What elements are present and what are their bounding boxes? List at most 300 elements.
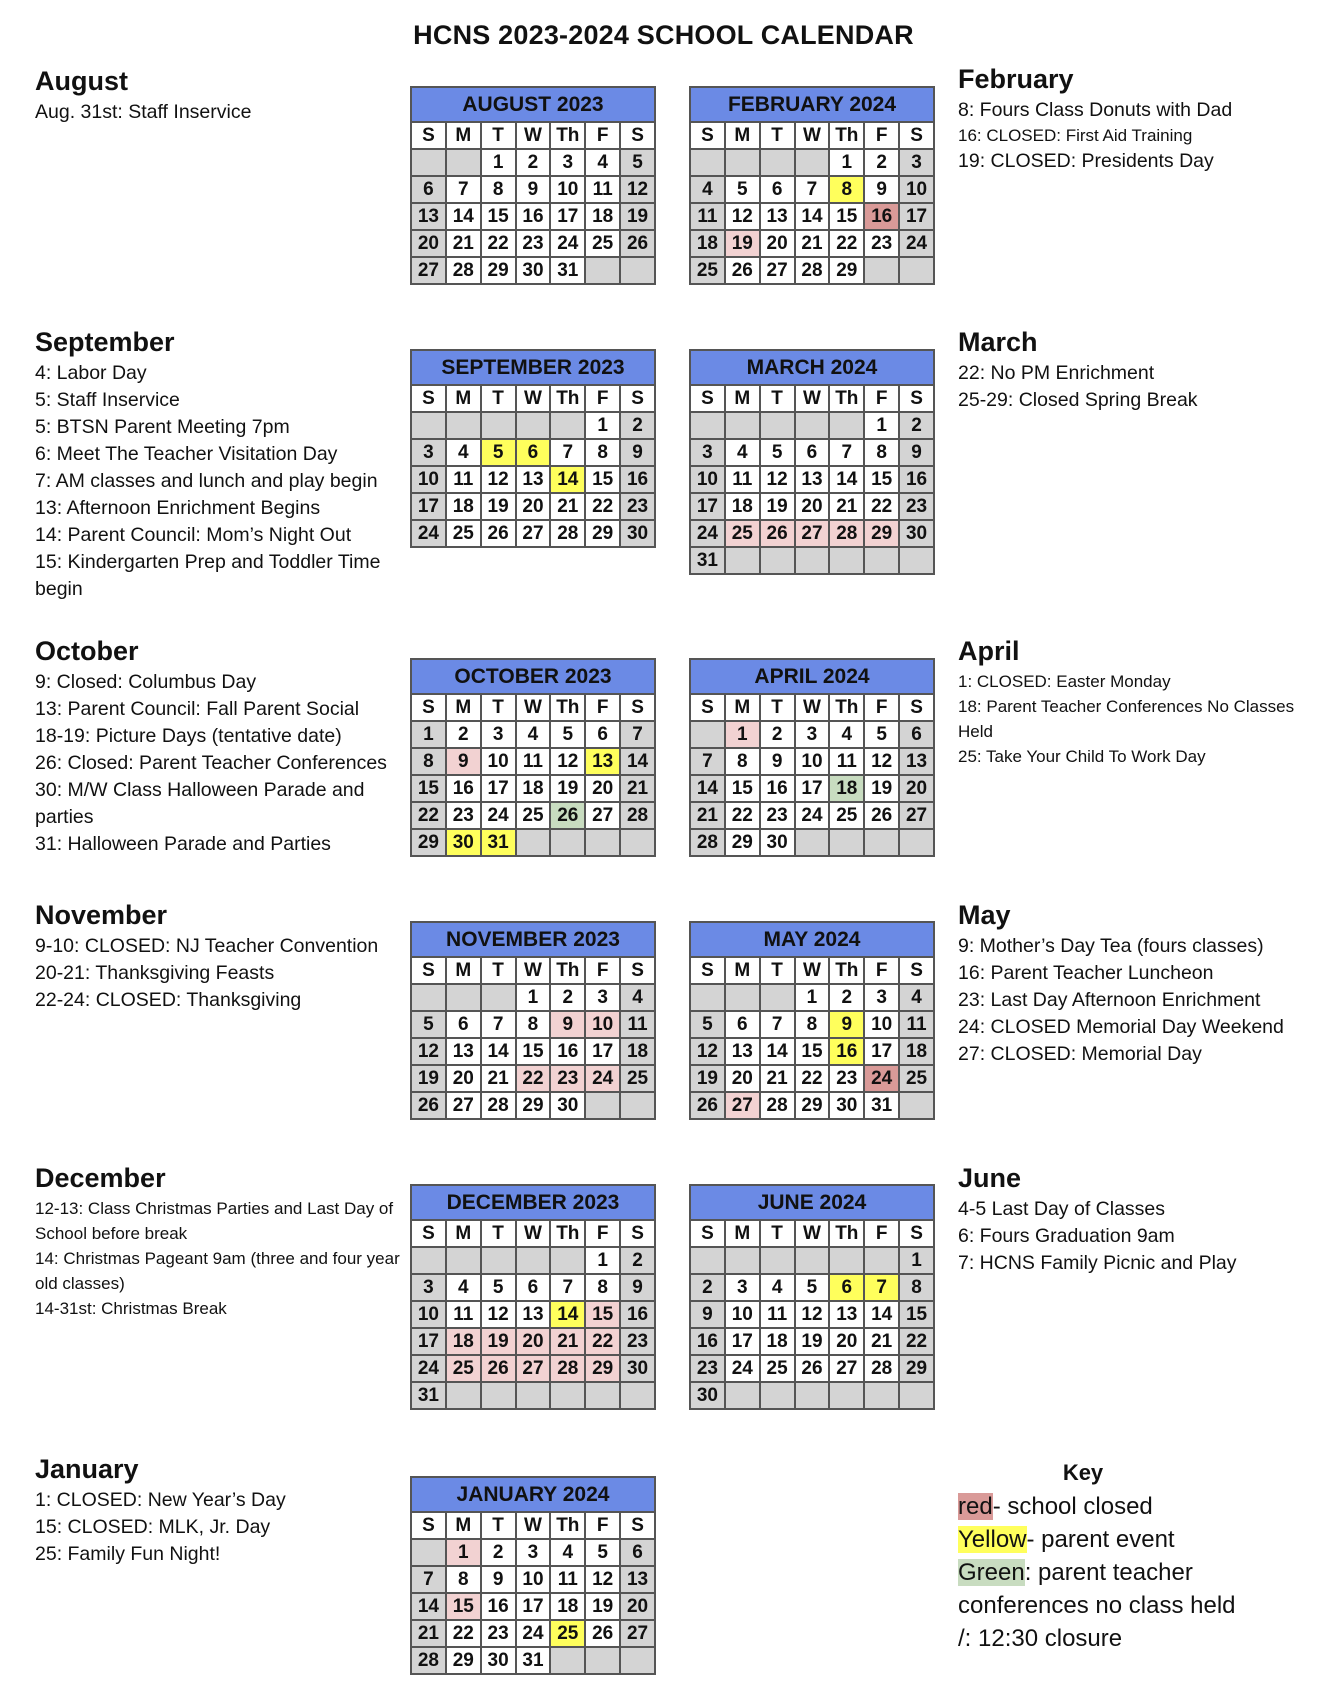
weekday-label: W: [516, 385, 551, 412]
calendar-day: 28: [690, 829, 725, 856]
calendar-day: 17: [690, 493, 725, 520]
calendar-day: [899, 1382, 934, 1409]
calendar-week: [690, 439, 934, 466]
legend-yellow: Yellow- parent event: [958, 1526, 1175, 1553]
calendar-week: [690, 1328, 934, 1355]
note-line: 7: HCNS Family Picnic and Play: [958, 1252, 1237, 1274]
calendar-week: [411, 748, 655, 775]
weekday-label: M: [446, 1220, 481, 1247]
calendar-title: JANUARY 2024: [411, 1477, 655, 1512]
calendar-mar-2024: [689, 349, 935, 575]
note-line: 13: Parent Council: Fall Parent Social: [35, 698, 360, 720]
calendar-week: [690, 466, 934, 493]
calendar-day: 12: [481, 1301, 516, 1328]
calendar-day: [864, 547, 899, 574]
calendar-day: 2: [481, 1539, 516, 1566]
calendar-day: 28: [760, 1092, 795, 1119]
calendar-day: 25: [550, 1620, 585, 1647]
calendar-week: [411, 721, 655, 748]
calendar-day: [795, 412, 830, 439]
calendar-day: 28: [864, 1355, 899, 1382]
calendar-day: 20: [899, 775, 934, 802]
calendar-day: 4: [516, 721, 551, 748]
calendar-week: [690, 1247, 934, 1274]
calendar-day: 25: [725, 520, 760, 547]
calendar-day: [550, 1647, 585, 1674]
calendar-day: 27: [446, 1092, 481, 1119]
calendar-day: 3: [725, 1274, 760, 1301]
calendar-day: 18: [829, 775, 864, 802]
calendar-day: [585, 1092, 620, 1119]
weekday-label: S: [690, 694, 725, 721]
note-line: 14: Christmas Pageant 9am (three and four year old classes): [35, 1249, 400, 1293]
calendar-day: [446, 1247, 481, 1274]
calendar-day: 13: [585, 748, 620, 775]
note-line: 22-24: CLOSED: Thanksgiving: [35, 989, 302, 1011]
calendar-jun-2024: [689, 1184, 935, 1410]
calendar-day: 28: [550, 520, 585, 547]
calendar-week: [690, 1092, 934, 1119]
calendar-day: 23: [516, 230, 551, 257]
notes-heading: June: [958, 1163, 1022, 1193]
weekday-label: S: [411, 957, 446, 984]
weekday-label: W: [516, 1220, 551, 1247]
weekday-label: S: [899, 122, 934, 149]
calendar-day: 30: [760, 829, 795, 856]
calendar-day: 4: [446, 439, 481, 466]
calendar-day: 31: [550, 257, 585, 284]
calendar-week: [690, 721, 934, 748]
calendar-week: [411, 257, 655, 284]
calendar-day: 22: [516, 1065, 551, 1092]
calendar-day: 6: [725, 1011, 760, 1038]
calendar-week: [411, 149, 655, 176]
calendar-day: 6: [899, 721, 934, 748]
calendar-day: 7: [550, 1274, 585, 1301]
calendar-day: 20: [446, 1065, 481, 1092]
calendar-day: 18: [620, 1038, 655, 1065]
calendar-day: 6: [585, 721, 620, 748]
calendar-day: 26: [760, 520, 795, 547]
calendar-day: [829, 412, 864, 439]
calendar-week: [411, 802, 655, 829]
calendar-week: [690, 149, 934, 176]
calendar-day: 22: [829, 230, 864, 257]
calendar-day: 14: [690, 775, 725, 802]
calendar-day: 22: [585, 493, 620, 520]
calendar-day: [829, 1247, 864, 1274]
calendar-day: 23: [829, 1065, 864, 1092]
calendar-day: 16: [481, 1593, 516, 1620]
calendar-day: 12: [481, 466, 516, 493]
calendar-day: 19: [585, 1593, 620, 1620]
calendar-day: [725, 412, 760, 439]
calendar-week: [411, 493, 655, 520]
calendar-day: 3: [550, 149, 585, 176]
calendar-day: 9: [620, 1274, 655, 1301]
calendar-day: 9: [899, 439, 934, 466]
calendar-day: 28: [795, 257, 830, 284]
calendar-day: 12: [585, 1566, 620, 1593]
calendar-week: [690, 1355, 934, 1382]
calendar-day: [795, 1382, 830, 1409]
calendar-week: [411, 412, 655, 439]
calendar-day: 18: [585, 203, 620, 230]
calendar-day: 24: [795, 802, 830, 829]
calendar-day: 27: [829, 1355, 864, 1382]
calendar-week: [690, 203, 934, 230]
calendar-week: [411, 439, 655, 466]
calendar-day: 31: [864, 1092, 899, 1119]
weekday-label: T: [760, 385, 795, 412]
calendar-day: 9: [690, 1301, 725, 1328]
note-line: 25-29: Closed Spring Break: [958, 389, 1198, 411]
note-line: 13: Afternoon Enrichment Begins: [35, 497, 321, 519]
notes-sep: [35, 327, 400, 603]
note-line: 27: CLOSED: Memorial Day: [958, 1043, 1202, 1065]
calendar-day: [829, 1382, 864, 1409]
weekday-label: W: [516, 122, 551, 149]
calendar-day: 21: [446, 230, 481, 257]
note-line: 20-21: Thanksgiving Feasts: [35, 962, 275, 984]
calendar-day: 27: [760, 257, 795, 284]
calendar-day: 10: [725, 1301, 760, 1328]
calendar-day: 30: [516, 257, 551, 284]
calendar-day: [690, 721, 725, 748]
calendar-day: 7: [446, 176, 481, 203]
calendar-day: 16: [899, 466, 934, 493]
calendar-day: 13: [620, 1566, 655, 1593]
calendar-title: SEPTEMBER 2023: [411, 350, 655, 385]
calendar-day: 11: [446, 1301, 481, 1328]
notes-jan: [35, 1454, 400, 1568]
calendar-day: 14: [620, 748, 655, 775]
calendar-day: 3: [411, 439, 446, 466]
calendar-day: 7: [481, 1011, 516, 1038]
calendar-day: [550, 1382, 585, 1409]
calendar-day: [725, 149, 760, 176]
weekday-label: W: [795, 385, 830, 412]
weekday-label: S: [690, 1220, 725, 1247]
calendar-day: [690, 984, 725, 1011]
notes-nov: [35, 900, 400, 1014]
calendar-week: [690, 230, 934, 257]
weekday-label: W: [795, 122, 830, 149]
weekday-label: F: [585, 694, 620, 721]
note-line: 16: Parent Teacher Luncheon: [958, 962, 1214, 984]
weekday-label: F: [585, 957, 620, 984]
weekday-label: S: [620, 694, 655, 721]
weekday-label: Th: [829, 694, 864, 721]
calendar-day: 28: [411, 1647, 446, 1674]
calendar-day: 5: [760, 439, 795, 466]
calendar-day: 3: [864, 984, 899, 1011]
notes-aug: [35, 66, 400, 126]
calendar-day: 6: [829, 1274, 864, 1301]
calendar-day: 5: [550, 721, 585, 748]
calendar-day: [864, 1247, 899, 1274]
weekday-label: S: [899, 1220, 934, 1247]
calendar-day: 5: [725, 176, 760, 203]
calendar-day: 8: [446, 1566, 481, 1593]
calendar-day: 29: [829, 257, 864, 284]
weekday-label: F: [585, 122, 620, 149]
calendar-day: 9: [760, 748, 795, 775]
calendar-day: 21: [620, 775, 655, 802]
calendar-day: [725, 547, 760, 574]
calendar-day: [620, 1382, 655, 1409]
weekday-label: F: [864, 1220, 899, 1247]
weekday-label: S: [690, 385, 725, 412]
calendar-day: 17: [864, 1038, 899, 1065]
calendar-day: [516, 1247, 551, 1274]
calendar-day: 3: [411, 1274, 446, 1301]
weekday-label: S: [690, 122, 725, 149]
calendar-day: 13: [516, 466, 551, 493]
calendar-week: [690, 1038, 934, 1065]
calendar-day: 23: [620, 493, 655, 520]
calendar-day: 13: [795, 466, 830, 493]
calendar-day: 11: [725, 466, 760, 493]
calendar-day: 25: [516, 802, 551, 829]
weekday-label: M: [446, 957, 481, 984]
calendar-day: 22: [795, 1065, 830, 1092]
calendar-day: 10: [899, 176, 934, 203]
calendar-day: 24: [725, 1355, 760, 1382]
calendar-day: [795, 829, 830, 856]
weekday-label: S: [899, 957, 934, 984]
calendar-week: [690, 257, 934, 284]
calendar-day: 16: [620, 466, 655, 493]
calendar-day: [585, 257, 620, 284]
calendar-day: 22: [899, 1328, 934, 1355]
calendar-week: [411, 1593, 655, 1620]
calendar-day: 3: [481, 721, 516, 748]
calendar-week: [411, 984, 655, 1011]
calendar-day: 26: [481, 1355, 516, 1382]
calendar-week: [411, 230, 655, 257]
calendar-day: [411, 1247, 446, 1274]
calendar-day: 1: [795, 984, 830, 1011]
calendar-day: [446, 1382, 481, 1409]
calendar-day: [760, 1382, 795, 1409]
legend-yellow-swatch: Yellow: [958, 1526, 1027, 1553]
calendar-day: 27: [725, 1092, 760, 1119]
calendar-day: 22: [864, 493, 899, 520]
calendar-day: 15: [446, 1593, 481, 1620]
calendar-day: 2: [620, 1247, 655, 1274]
calendar-day: 1: [411, 721, 446, 748]
calendar-day: 10: [585, 1011, 620, 1038]
calendar-day: [760, 412, 795, 439]
weekday-label: M: [446, 122, 481, 149]
calendar-day: 7: [690, 748, 725, 775]
weekday-label: Th: [829, 957, 864, 984]
calendar-day: 28: [620, 802, 655, 829]
calendar-week: [411, 1539, 655, 1566]
calendar-day: 17: [899, 203, 934, 230]
weekday-label: Th: [829, 385, 864, 412]
calendar-day: 8: [411, 748, 446, 775]
calendar-day: [446, 149, 481, 176]
calendar-day: 8: [516, 1011, 551, 1038]
notes-heading: November: [35, 900, 168, 930]
calendar-day: 29: [516, 1092, 551, 1119]
calendar-day: 23: [481, 1620, 516, 1647]
calendar-day: 4: [446, 1274, 481, 1301]
calendar-day: 10: [550, 176, 585, 203]
calendar-week: [411, 1566, 655, 1593]
calendar-day: 21: [411, 1620, 446, 1647]
calendar-day: 11: [690, 203, 725, 230]
calendar-day: 8: [481, 176, 516, 203]
notes-may: [958, 900, 1308, 1068]
calendar-day: 25: [899, 1065, 934, 1092]
calendar-day: 9: [620, 439, 655, 466]
calendar-day: 28: [550, 1355, 585, 1382]
calendar-day: 11: [620, 1011, 655, 1038]
note-line: 15: Kindergarten Prep and Toddler Time begin: [35, 551, 381, 600]
weekday-label: S: [411, 1220, 446, 1247]
weekday-label: T: [760, 694, 795, 721]
calendar-day: 14: [760, 1038, 795, 1065]
calendar-day: 19: [760, 493, 795, 520]
calendar-apr-2024: [689, 658, 935, 857]
calendar-day: 27: [795, 520, 830, 547]
calendar-day: 17: [725, 1328, 760, 1355]
calendar-week: [690, 547, 934, 574]
notes-heading: August: [35, 66, 128, 96]
note-line: 19: CLOSED: Presidents Day: [958, 150, 1214, 172]
calendar-day: 10: [690, 466, 725, 493]
calendar-day: 22: [481, 230, 516, 257]
weekday-label: S: [620, 1512, 655, 1539]
calendar-day: 20: [585, 775, 620, 802]
weekday-label: M: [446, 385, 481, 412]
weekday-label: S: [411, 1512, 446, 1539]
weekday-label: T: [481, 694, 516, 721]
calendar-day: 6: [516, 1274, 551, 1301]
weekday-label: F: [864, 694, 899, 721]
calendar-day: 12: [725, 203, 760, 230]
note-line: 4-5 Last Day of Classes: [958, 1198, 1166, 1220]
calendar-day: 16: [864, 203, 899, 230]
calendar-day: 27: [411, 257, 446, 284]
calendar-day: 19: [725, 230, 760, 257]
weekday-label: W: [516, 694, 551, 721]
calendar-day: [795, 547, 830, 574]
calendar-day: 17: [411, 1328, 446, 1355]
calendar-day: 2: [864, 149, 899, 176]
calendar-day: [760, 149, 795, 176]
calendar-day: 14: [550, 466, 585, 493]
weekday-label: T: [481, 385, 516, 412]
calendar-day: 12: [550, 748, 585, 775]
calendar-day: 8: [585, 439, 620, 466]
calendar-day: 16: [760, 775, 795, 802]
calendar-day: 11: [446, 466, 481, 493]
note-line: 16: CLOSED: First Aid Training: [958, 126, 1193, 145]
calendar-title: JUNE 2024: [690, 1185, 934, 1220]
calendar-day: [620, 1092, 655, 1119]
calendar-day: [725, 1247, 760, 1274]
calendar-week: [690, 1382, 934, 1409]
calendar-day: 7: [550, 439, 585, 466]
calendar-day: 19: [481, 1328, 516, 1355]
calendar-day: [725, 984, 760, 1011]
calendar-day: 30: [481, 1647, 516, 1674]
calendar-day: 24: [411, 1355, 446, 1382]
weekday-label: T: [760, 1220, 795, 1247]
calendar-week: [690, 520, 934, 547]
calendar-day: 15: [829, 203, 864, 230]
notes-heading: May: [958, 900, 1011, 930]
note-line: 12-13: Class Christmas Parties and Last Day of School before break: [35, 1199, 394, 1243]
calendar-day: 26: [864, 802, 899, 829]
calendar-day: 2: [516, 149, 551, 176]
calendar-day: [585, 829, 620, 856]
calendar-day: 25: [585, 230, 620, 257]
calendar-day: 25: [829, 802, 864, 829]
calendar-day: 2: [550, 984, 585, 1011]
calendar-day: 20: [829, 1328, 864, 1355]
calendar-day: 16: [690, 1328, 725, 1355]
calendar-day: 12: [864, 748, 899, 775]
calendar-week: [690, 802, 934, 829]
calendar-day: 11: [516, 748, 551, 775]
calendar-day: 9: [516, 176, 551, 203]
calendar-day: 22: [585, 1328, 620, 1355]
notes-heading: January: [35, 1454, 139, 1484]
calendar-day: 5: [411, 1011, 446, 1038]
calendar-day: 23: [620, 1328, 655, 1355]
calendar-day: 4: [899, 984, 934, 1011]
calendar-day: 24: [585, 1065, 620, 1092]
calendar-day: [620, 1647, 655, 1674]
calendar-day: 12: [411, 1038, 446, 1065]
calendar-day: 11: [585, 176, 620, 203]
calendar-week: [411, 1011, 655, 1038]
calendar-week: [411, 1092, 655, 1119]
note-line: 1: CLOSED: New Year’s Day: [35, 1489, 286, 1511]
legend-green-swatch: Green: [958, 1559, 1025, 1586]
calendar-day: 7: [620, 721, 655, 748]
calendar-day: [899, 829, 934, 856]
calendar-day: 21: [795, 230, 830, 257]
calendar-day: 23: [690, 1355, 725, 1382]
calendar-day: 27: [516, 1355, 551, 1382]
calendar-day: 7: [760, 1011, 795, 1038]
calendar-week: [690, 1301, 934, 1328]
calendar-day: 10: [481, 748, 516, 775]
calendar-day: 27: [585, 802, 620, 829]
calendar-day: 14: [864, 1301, 899, 1328]
calendar-day: 10: [516, 1566, 551, 1593]
calendar-day: 24: [899, 230, 934, 257]
calendar-day: 16: [446, 775, 481, 802]
calendar-day: 4: [725, 439, 760, 466]
calendar-day: 4: [829, 721, 864, 748]
calendar-day: 18: [550, 1593, 585, 1620]
calendar-day: 26: [411, 1092, 446, 1119]
weekday-label: M: [446, 694, 481, 721]
calendar-day: [690, 412, 725, 439]
calendar-day: 12: [795, 1301, 830, 1328]
calendar-day: 12: [620, 176, 655, 203]
calendar-day: 23: [899, 493, 934, 520]
calendar-day: 26: [550, 802, 585, 829]
weekday-label: T: [481, 1220, 516, 1247]
